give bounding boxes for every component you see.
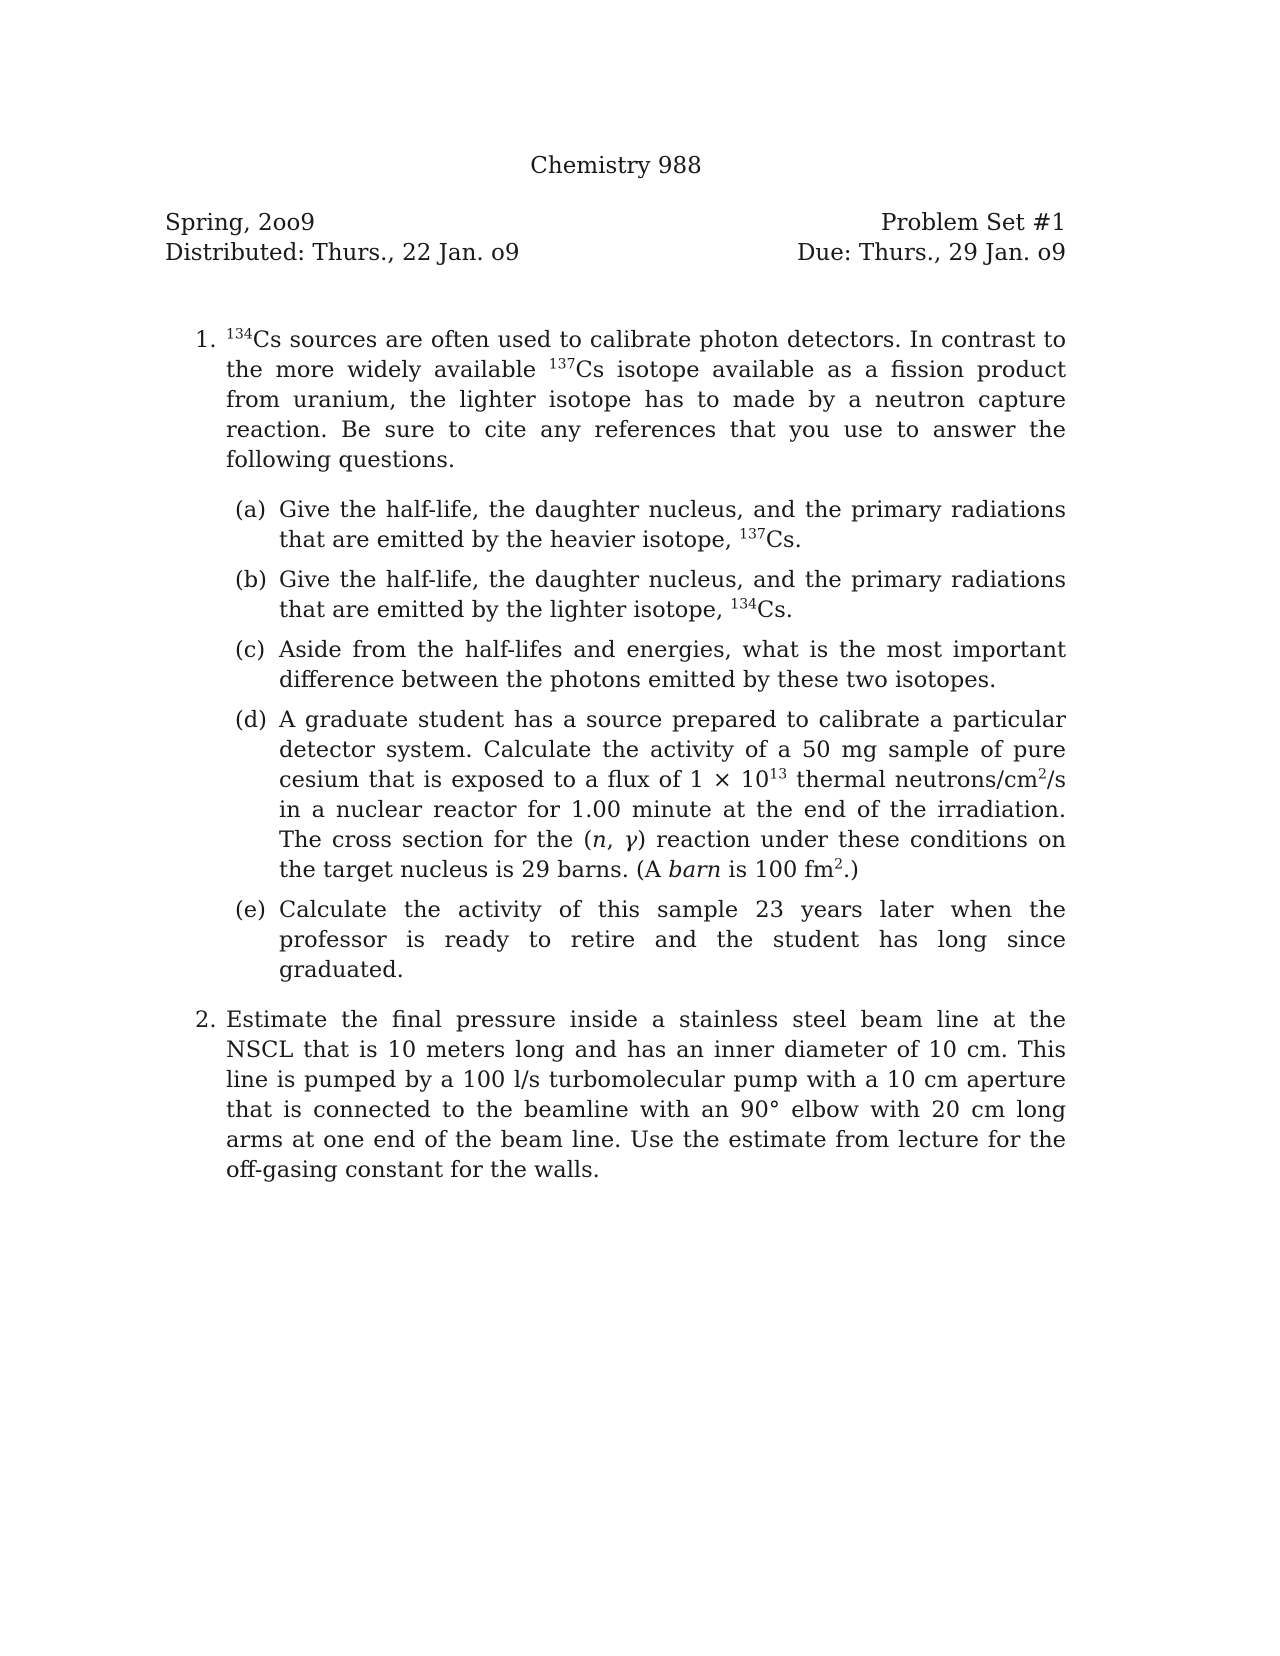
due-date: Due: Thurs., 29 Jan. o9: [796, 240, 1066, 266]
subpart-label: (b): [235, 567, 267, 593]
superscript: 137: [739, 526, 766, 543]
subpart-a: [235, 495, 1066, 555]
header-left: [165, 208, 520, 268]
problem-2-text: Estimate the final pressure inside a stainless steel beam line at the NSCL that is 10 meters long and has an inner diameter of 10 cm. This line is pumped by a 100 l/s turbomolecular pump with a 10 cm aperture that is connected to the beamline with an 90° elbow with 20 cm long arms at one end of the beam line. Use the estimate from lecture for the off-gasing constant for the walls.: [226, 1007, 1066, 1183]
text-run: ) reaction under these conditions on the target nucleus is 29 barns. (A: [279, 827, 1066, 883]
superscript: 2: [834, 856, 843, 873]
problem-1-text: [226, 325, 1066, 475]
superscript: 134: [730, 596, 758, 613]
subpart-label: (d): [235, 707, 267, 733]
distributed-date: Distributed: Thurs., 22 Jan. o9: [165, 240, 520, 266]
subpart-label: (e): [235, 897, 266, 923]
superscript: 13: [769, 766, 788, 783]
text-run: Aside from the half-lifes and energies, what is the most important difference between the photons emitted by these two isotopes.: [279, 637, 1066, 693]
subpart-label: (c): [235, 637, 266, 663]
superscript: 137: [548, 356, 576, 373]
superscript: 2: [1037, 766, 1047, 783]
problem-number: 1.: [195, 327, 217, 353]
text-run: Calculate the activity of this sample 23 years later when the professor is ready to retire and the student has long since graduated.: [279, 897, 1066, 983]
course-title: Chemistry 988: [530, 153, 702, 179]
emphasis-barn: barn: [668, 857, 722, 883]
math-gamma: γ: [623, 827, 638, 853]
text-run: Cs isotope available as a fission product from uranium, the lighter isotope has to made by a neutron capture reaction. Be sure to cite any references that you use to answer the following questions.: [226, 357, 1066, 473]
text-run: is 100 fm: [721, 857, 835, 883]
subpart-b: [235, 565, 1066, 625]
text-run: Give the half-life, the daughter nucleus, and the primary radiations that are emitted by the lighter isotope,: [279, 567, 1066, 623]
problem-1: [195, 325, 1066, 985]
term: Spring, 2oo9: [165, 210, 315, 236]
subpart-label: (a): [235, 497, 266, 523]
subpart-c: [235, 635, 1066, 695]
text-run: .): [843, 857, 859, 883]
subpart-d: [235, 705, 1066, 885]
subpart-list: [226, 495, 1066, 985]
problem-number: 2.: [195, 1007, 217, 1033]
math-n: n: [592, 827, 607, 853]
text-run: /s in a nuclear reactor for 1.00 minute at the end of the irradiation. The cross section for the (: [279, 767, 1066, 853]
subpart-e: [235, 895, 1066, 985]
superscript: 134: [226, 326, 253, 343]
problem-set-number: Problem Set #1: [881, 210, 1066, 236]
text-run: Cs.: [765, 527, 802, 553]
problem-list: [195, 325, 1066, 1185]
text-run: A graduate student has a source prepared to calibrate a particular detector system. Calculate the activity of a 50 mg sample of pure cesium that is exposed to a flux of 1 × 10: [279, 707, 1066, 793]
text-run: thermal neutrons/cm: [787, 767, 1038, 793]
text-run: ,: [606, 827, 624, 853]
text-run: Cs sources are often used to calibrate photon detectors. In contrast to the more widely available: [226, 327, 1066, 383]
text-run: Give the half-life, the daughter nucleus, and the primary radiations that are emitted by the heavier isotope,: [279, 497, 1066, 553]
problem-2: [195, 1005, 1066, 1185]
header-right: [700, 208, 1066, 268]
text-run: Cs.: [757, 597, 793, 623]
